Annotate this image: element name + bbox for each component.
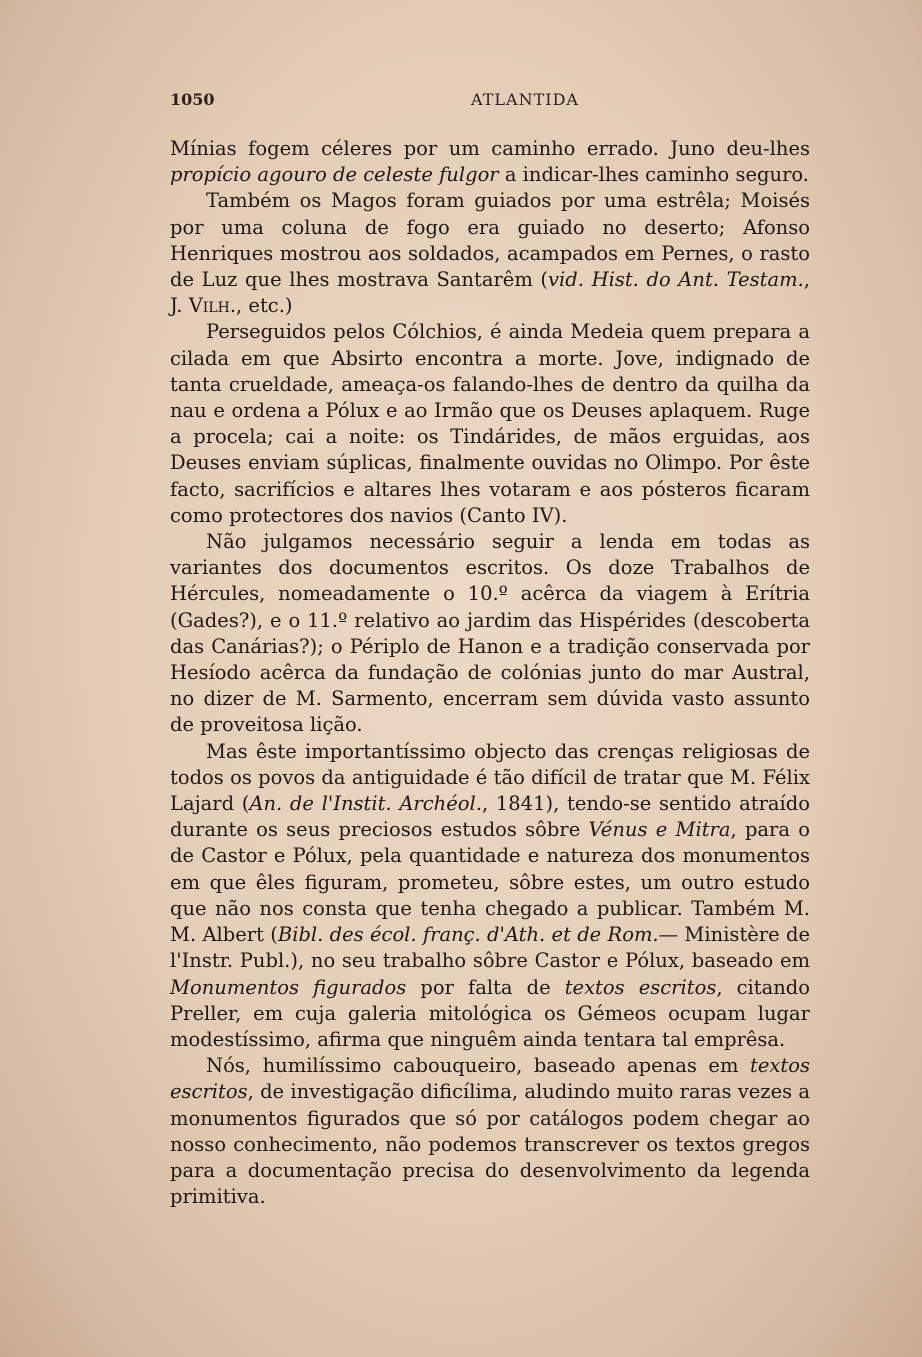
- paragraph: [170, 319, 810, 529]
- italic-span: propício agouro de celeste fulgor: [170, 163, 499, 187]
- italic-span: An. de l'Instit. Archéol.: [249, 792, 482, 816]
- paragraph: [170, 739, 810, 1053]
- italic-span: textos escritos: [564, 975, 717, 999]
- body-text: [170, 136, 810, 1210]
- italic-span: Bibl. des écol. franç. d'Ath. et de Rom.: [277, 923, 659, 947]
- paragraph: [170, 136, 810, 188]
- text-span: Perseguidos pelos Cólchios, é ainda Medeia quem prepara a cilada em que Absirto encontra a morte. Jove, indignado de tanta crueldade, ameaça-os falando-lhes de dentro da quilha da nau e ordena a Pólux e ao Irmão que os Deuses aplaquem. Ruge a procela; cai a noite: os Tindárides, de mãos erguidas, aos Deuses enviam súplicas, finalmente ouvidas no Olimpo. Por êste facto, sacrifícios e altares lhes votaram e aos pósteros ficaram como protectores dos navios (Canto IV).: [170, 320, 810, 527]
- italic-span: textos escritos: [170, 1054, 810, 1104]
- text-span: Mas êste importantíssimo objecto das crenças religiosas de todos os povos da antiguidade é tão difícil de tratar que M. Félix Lajard (: [170, 739, 810, 816]
- text-span: , 1841), tendo-se sentido atraído durante os seus preciosos estudos sôbre: [170, 792, 810, 842]
- text-span: Não julgamos necessário seguir a lenda em todas as variantes dos documentos escritos. Os doze Trabalhos de Hércules, nomeadamente o 10.º acêrca da viagem à Erítria (Gades?), e o 11.º relativo ao jardim das Hispérides (descoberta das Canárias?); o Périplo de Hanon e a tradição conservada por Hesíodo acêrca da fundação de colónias junto do mar Austral, no dizer de M. Sarmento, encerram sem dúvida vasto assunto de proveitosa lição.: [170, 530, 810, 737]
- text-span: por falta de: [406, 975, 565, 999]
- page-number: 1050: [170, 90, 215, 109]
- paragraph: [170, 188, 810, 319]
- italic-span: Monumentos figurados: [170, 975, 407, 999]
- paragraph: [170, 1053, 810, 1210]
- text-span: , de investigação dificílima, aludindo muito raras vezes a monumentos figurados que só por catálogos podem chegar ao nosso conhecimento, não podemos transcrever os textos gregos para a documentação precisa do desenvolvimento da legenda primitiva.: [170, 1080, 810, 1209]
- small-caps-span: Vilh.: [188, 294, 237, 318]
- text-span: Também os Magos foram guiados por uma estrêla; Moisés por uma coluna de fogo era guiado no deserto; Afonso Henriques mostrou aos soldados, acampados em Pernes, o rasto de Luz que lhes mostrava Santarêm (: [170, 189, 810, 292]
- text-span: , citando Preller, em cuja galeria mitológica os Gémeos ocupam lugar modestíssimo, afirma que ninguêm ainda tentara tal emprêsa.: [170, 975, 810, 1051]
- page-header: [170, 90, 810, 116]
- text-span: , J.: [170, 268, 810, 318]
- italic-span: vid. Hist. do Ant. Testam.: [548, 268, 804, 292]
- text-span: a indicar-lhes caminho seguro.: [498, 163, 809, 187]
- running-title: ATLANTIDA: [471, 90, 579, 109]
- text-span: Mínias fogem céleres por um caminho errado. Juno deu-lhes: [170, 137, 810, 160]
- text-span: Nós, humilíssimo cabouqueiro, baseado apenas em: [206, 1054, 751, 1078]
- text-span: , para o de Castor e Pólux, pela quantidade e natureza dos monumentos em que êles figuram, prometeu, sôbre estes, um outro estudo que não nos consta que tenha chegado a publicar. Também M. M. Albert (: [170, 818, 810, 947]
- paragraph: [170, 529, 810, 739]
- italic-span: Vénus e Mitra: [588, 818, 731, 842]
- text-span: — Ministère de l'Instr. Publ.), no seu trabalho sôbre Castor e Pólux, baseado em: [170, 923, 810, 973]
- text-span: , etc.): [236, 294, 293, 318]
